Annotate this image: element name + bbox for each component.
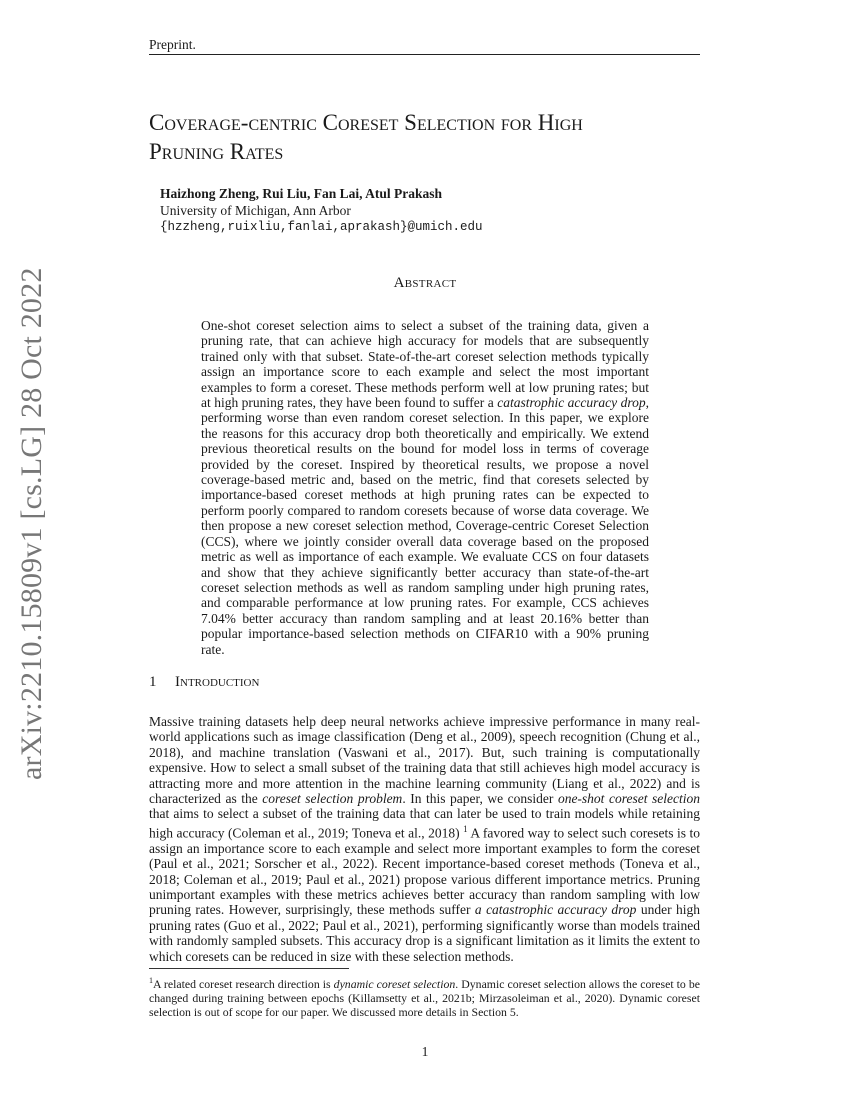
footnote-marker[interactable]: 1 — [463, 823, 468, 834]
affiliation: University of Michigan, Ann Arbor — [160, 202, 351, 218]
footnote-number: 1 — [149, 976, 153, 985]
page-number: 1 — [421, 1044, 429, 1059]
abstract-text-2: , performing worse than even random coreset selection. In this paper, we explore the reasons for this accuracy drop both theoretically and empirically. We extend previous theoretical results on the bound for model loss in terms of coverage provided by the coreset. Inspired by theoretical results, we propose a novel coverage-based metric and, based on the metric, find that coresets selected by importance-based coreset methods at high pruning rates can be expected to perform poorly compared to random coresets because of worse data coverage. We then propose a new coreset selection method, Coverage-centric Coreset Selection (CCS), where we jointly consider overall data coverage based on the proposed metric as well as importance of each example. We evaluate CCS on four datasets and show that they achieve significantly better accuracy than state-of-the-art coreset selection methods as well as random sampling under high pruning rates, and comparable performance at low pruning rates. For example, CCS achieves 7.04% better accuracy than random sampling and at least 20.16% better than popular importance-based selection methods on CIFAR10 with a 90% pruning rate. — [201, 395, 650, 657]
introduction-paragraph — [149, 714, 700, 964]
intro-text-3: that aims to select a subset of the training data that can later be used to train models while retaining high accuracy (Coleman et al., 2019; Toneva et al., 2018) — [149, 806, 700, 841]
author-names: Haizhong Zheng, Rui Liu, Fan Lai, Atul Prakash — [160, 186, 443, 201]
footnote — [149, 974, 700, 1019]
section-title: Introduction — [175, 674, 260, 690]
abstract-emphasis: catastrophic accuracy drop — [497, 395, 646, 411]
author-emails: {hzzheng,ruixliu,fanlai,aprakash}@umich.edu — [160, 220, 483, 234]
abstract-text-1: One-shot coreset selection aims to select a subset of the training data, given a pruning rate, that can achieve high accuracy for models that are subsequently trained only with that subset. State-of-the-art coreset selection methods typically assign an importance score to each example and select the most important examples to form a coreset. These methods perform well at low pruning rates; but at high pruning rates, they have been found to suffer a — [201, 318, 649, 411]
section-number: 1 — [149, 674, 157, 690]
footnote-emphasis: dynamic coreset selection — [333, 976, 456, 991]
intro-text-2: . In this paper, we consider — [402, 791, 558, 807]
paper-title — [149, 108, 709, 166]
footnote-text-1: A related coreset research direction is — [153, 976, 334, 991]
intro-emphasis-2: one-shot coreset selection — [557, 791, 700, 807]
section-heading-introduction — [149, 674, 259, 691]
title-line-2: Pruning Rates — [149, 139, 284, 164]
intro-emphasis-1: coreset selection problem — [262, 791, 403, 807]
intro-emphasis-3: a catastrophic accuracy drop — [474, 902, 637, 918]
author-block — [160, 186, 483, 236]
abstract-paragraph — [201, 318, 649, 657]
intro-text-5: under high pruning rates (Guo et al., 2022; Paul et al., 2021), performing significantly worse than models trained with randomly sampled subsets. This accuracy drop is a significant limitation as it limits the extent to which coresets can be reduced in size with these selection methods. — [149, 902, 701, 964]
footnote-text-2: . Dynamic coreset selection allows the coreset to be changed during training between epochs (Killamsetty et al., 2021b; Mirzasoleiman et al., 2020). Dynamic coreset selection is out of scope for our paper. We discussed more details in Section 5. — [149, 976, 700, 1019]
running-header: Preprint. — [149, 37, 196, 52]
footnote-rule — [149, 968, 349, 969]
header-rule — [149, 54, 700, 55]
arxiv-sidebar-stamp: arXiv:2210.15809v1 [cs.LG] 28 Oct 2022 — [15, 267, 48, 780]
intro-text-1: Massive training datasets help deep neural networks achieve impressive performance in many real-world applications such as image classification (Deng et al., 2009), speech recognition (Chung et al., 2018), and machine translation (Vaswani et al., 2017). But, such training is computationally expensive. How to select a small subset of the training data that still achieves high model accuracy is attracting more and more attention in the machine learning community (Liang et al., 2022) and is characterized as the — [149, 714, 700, 807]
intro-text-4: A favored way to select such coresets is to assign an importance score to each example and select more important examples to form the coreset (Paul et al., 2021; Sorscher et al., 2022). Recent importance-based coreset methods (Toneva et al., 2018; Coleman et al., 2019; Paul et al., 2021) propose various different importance metrics. Pruning unimportant examples with these metrics achieves better accuracy than random sampling with low pruning rates. However, surprisingly, these methods suffer — [149, 825, 700, 918]
title-line-1: Coverage-centric Coreset Selection for High — [149, 110, 583, 135]
abstract-heading: Abstract — [393, 275, 457, 291]
